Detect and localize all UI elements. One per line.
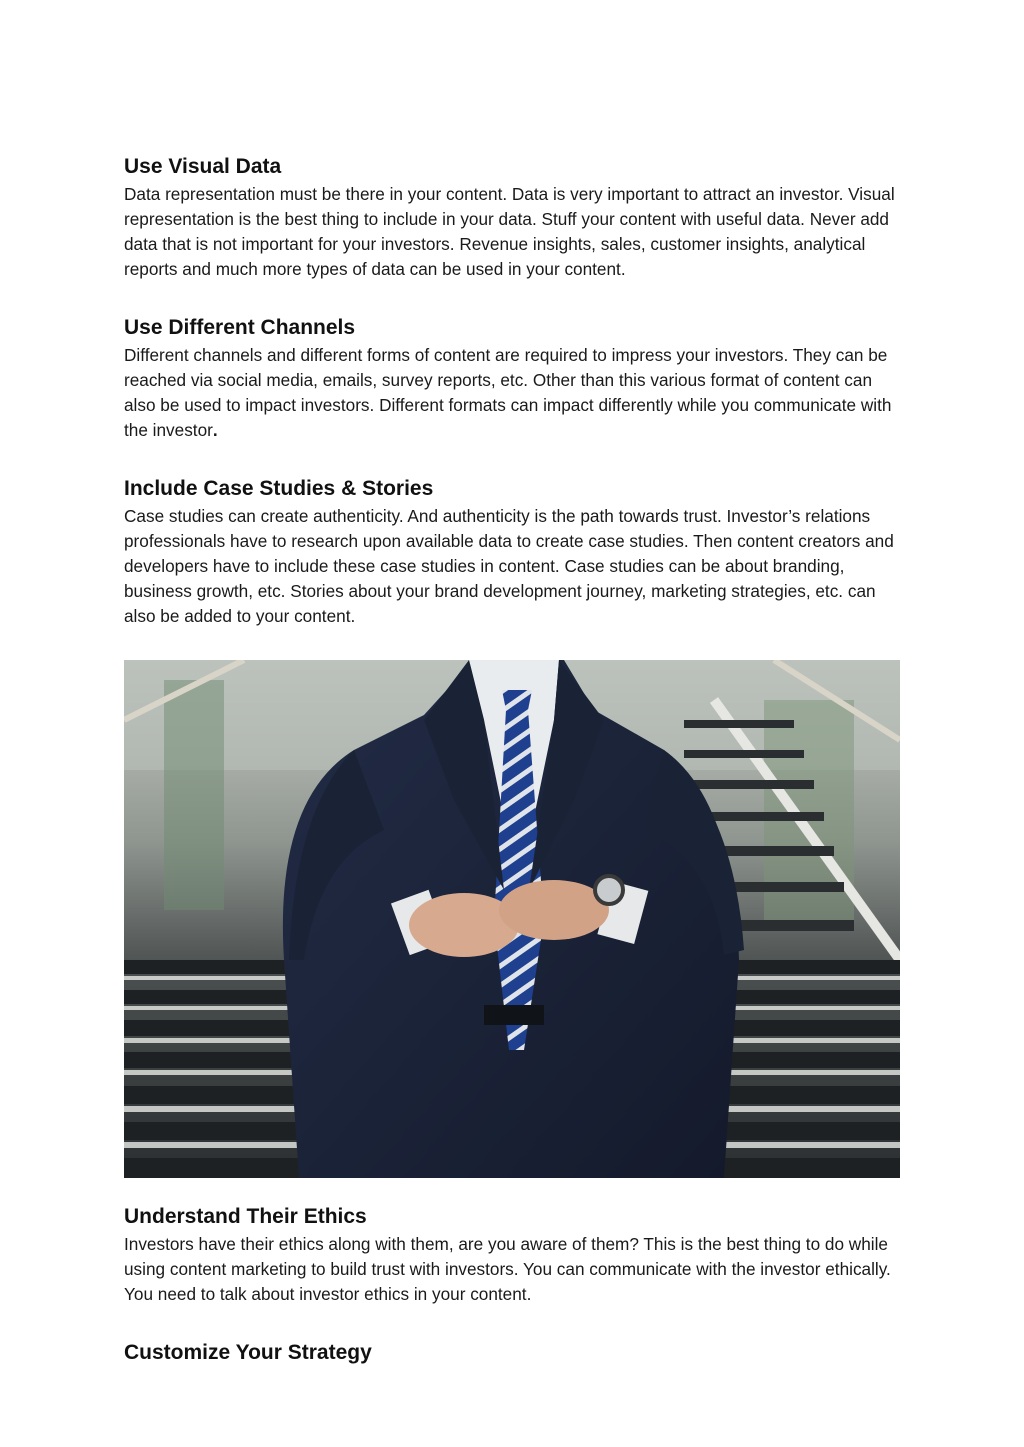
section-body-text: Different channels and different forms of content are required to impress your investors. They can be reached via social media, emails, survey reports, etc. Other than this various format of content can also be used to impact investors. Different formats can impact differently while you communicate with the investor bbox=[124, 345, 892, 440]
section-use-visual-data bbox=[124, 154, 904, 282]
document-page bbox=[124, 154, 904, 1366]
businessman-in-suit-photo bbox=[124, 660, 900, 1178]
section-use-different-channels bbox=[124, 315, 904, 443]
section-body-period: . bbox=[212, 420, 218, 440]
section-heading: Include Case Studies & Stories bbox=[124, 477, 434, 500]
section-customize-strategy bbox=[124, 1340, 904, 1366]
section-understand-ethics bbox=[124, 1204, 904, 1307]
section-heading: Customize Your Strategy bbox=[124, 1341, 372, 1364]
section-heading: Use Different Channels bbox=[124, 316, 356, 339]
section-body bbox=[124, 343, 904, 443]
section-body: Case studies can create authenticity. And authenticity is the path towards trust. Investor’s relations professionals have to research upon available data to create case studies. Then content creators and developers have to include these case studies in content. Case studies can be about branding, business growth, etc. Stories about your brand development journey, marketing strategies, etc. can also be added to your content. bbox=[124, 506, 894, 626]
section-heading: Use Visual Data bbox=[124, 155, 282, 178]
section-case-studies bbox=[124, 476, 904, 629]
section-body: Data representation must be there in your content. Data is very important to attract an investor. Visual representation is the best thing to include in your data. Stuff your content with useful data. Never add data that is not important for your investors. Revenue insights, sales, customer insights, analytical reports and much more types of data can be used in your content. bbox=[124, 184, 895, 279]
section-heading: Understand Their Ethics bbox=[124, 1205, 367, 1228]
section-body: Investors have their ethics along with them, are you aware of them? This is the best thing to do while using content marketing to build trust with investors. You can communicate with the investor ethically. You need to talk about investor ethics in your content. bbox=[124, 1234, 891, 1304]
